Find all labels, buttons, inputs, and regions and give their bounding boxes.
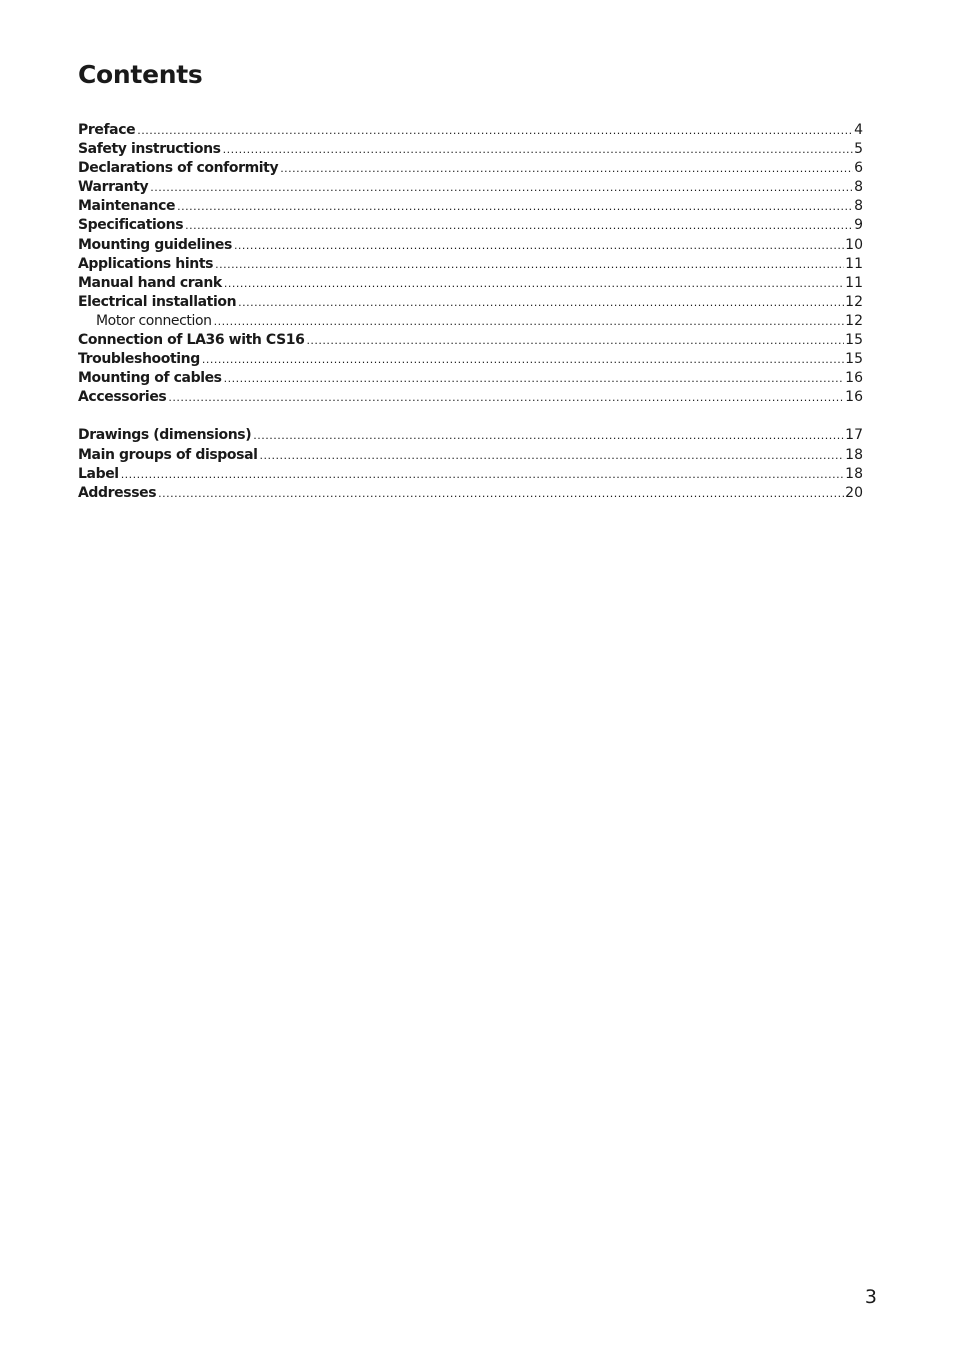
toc-leader-dots xyxy=(260,446,845,465)
toc-entry[interactable] xyxy=(78,331,863,350)
toc-entry-label: Motor connection xyxy=(96,312,212,329)
toc-entry-label: Mounting guidelines xyxy=(78,236,232,253)
toc-entry-page-number: 12 xyxy=(845,293,863,310)
toc-leader-dots xyxy=(137,121,853,140)
toc-entry-page-number: 9 xyxy=(854,217,863,234)
toc-entry-label: Troubleshooting xyxy=(78,351,200,368)
toc-leader-dots xyxy=(238,293,844,312)
toc-leader-dots xyxy=(150,178,853,197)
toc-leader-dots xyxy=(177,197,853,216)
toc-entry-page-number: 4 xyxy=(854,122,863,138)
toc-entry[interactable] xyxy=(78,236,863,255)
toc-entry-page-number: 16 xyxy=(845,370,863,387)
toc-leader-dots xyxy=(224,369,845,388)
toc-entry-page-number: 11 xyxy=(845,274,863,291)
toc-entry[interactable] xyxy=(78,293,863,312)
toc-leader-dots xyxy=(234,236,844,255)
toc-entry-page-number: 12 xyxy=(845,312,863,329)
toc-entry-page-number: 15 xyxy=(845,351,863,368)
toc-leader-dots xyxy=(215,255,844,274)
toc-entry-label: Applications hints xyxy=(78,255,214,272)
toc-leader-dots xyxy=(224,274,844,293)
page-title: Contents xyxy=(78,60,203,89)
toc-entry-label: Electrical installation xyxy=(78,293,237,310)
toc-entry[interactable] xyxy=(78,350,863,369)
toc-leader-dots xyxy=(253,426,844,445)
toc-entry-page-number: 18 xyxy=(845,465,863,482)
toc-entry-label: Mounting of cables xyxy=(78,370,222,387)
toc-entry[interactable] xyxy=(78,197,863,216)
toc-entry-label: Maintenance xyxy=(78,198,176,215)
toc-entry-label: Safety instructions xyxy=(78,141,221,158)
toc-entry-page-number: 18 xyxy=(845,446,863,463)
toc-entry-page-number: 8 xyxy=(854,198,863,215)
toc-entry-label: Addresses xyxy=(78,484,157,501)
toc-entry-label: Specifications xyxy=(78,217,184,234)
toc-entry[interactable] xyxy=(78,446,863,465)
toc-entry[interactable] xyxy=(78,484,863,503)
toc-entry-label: Declarations of conformity xyxy=(78,160,279,177)
toc-entry[interactable] xyxy=(78,140,863,159)
toc-entry-label: Manual hand crank xyxy=(78,274,222,291)
toc-entry[interactable] xyxy=(78,216,863,235)
toc-leader-dots xyxy=(214,312,845,331)
toc-entry-page-number: 8 xyxy=(854,179,863,196)
toc-entry-label: Main groups of disposal xyxy=(78,446,258,463)
table-of-contents xyxy=(78,121,863,503)
toc-entry-page-number: 11 xyxy=(845,255,863,272)
toc-leader-dots xyxy=(306,331,844,350)
toc-entry-label: Connection of LA36 with CS16 xyxy=(78,332,305,349)
toc-entry[interactable] xyxy=(78,312,863,331)
toc-entry-label: Warranty xyxy=(78,179,149,196)
toc-entry-page-number: 16 xyxy=(845,389,863,406)
toc-entry[interactable] xyxy=(78,159,863,178)
toc-entry-label: Preface xyxy=(78,122,136,138)
toc-entry-page-number: 20 xyxy=(845,484,863,501)
toc-entry[interactable] xyxy=(78,369,863,388)
toc-leader-dots xyxy=(185,216,853,235)
toc-entry[interactable] xyxy=(78,426,863,445)
toc-leader-dots xyxy=(121,465,844,484)
toc-entry-page-number: 6 xyxy=(854,160,863,177)
toc-entry[interactable] xyxy=(78,388,863,407)
toc-leader-dots xyxy=(158,484,844,503)
toc-leader-dots xyxy=(280,159,853,178)
toc-leader-dots xyxy=(223,140,853,159)
toc-entry[interactable] xyxy=(78,465,863,484)
toc-entry[interactable] xyxy=(78,178,863,197)
toc-entry[interactable] xyxy=(78,121,863,140)
toc-entry-label: Accessories xyxy=(78,389,167,406)
toc-entry[interactable] xyxy=(78,274,863,293)
toc-entry-page-number: 17 xyxy=(845,427,863,444)
toc-entry-page-number: 10 xyxy=(845,236,863,253)
page-number: 3 xyxy=(864,1286,877,1308)
toc-entry-page-number: 5 xyxy=(854,141,863,158)
toc-entry[interactable] xyxy=(78,255,863,274)
toc-entry-label: Label xyxy=(78,465,119,482)
toc-leader-dots xyxy=(168,388,844,407)
toc-entry-label: Drawings (dimensions) xyxy=(78,427,252,444)
toc-entry-page-number: 15 xyxy=(845,332,863,349)
toc-leader-dots xyxy=(202,350,844,369)
